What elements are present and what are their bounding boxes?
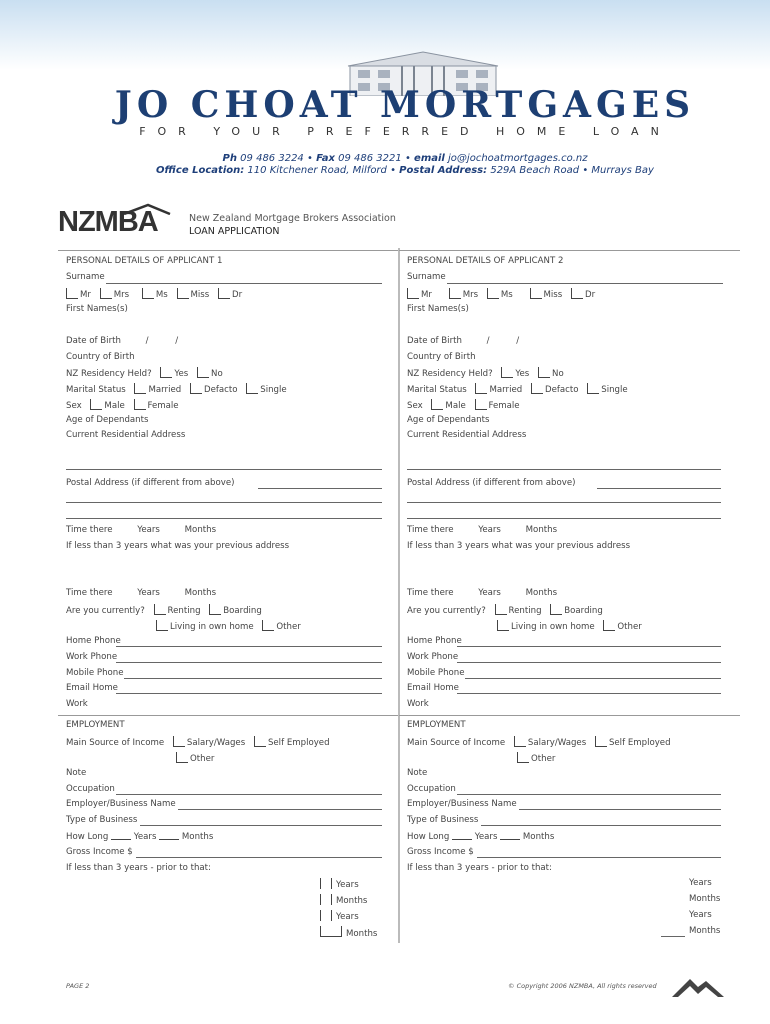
miss-label-2: Miss bbox=[543, 290, 563, 300]
sex-row bbox=[66, 399, 179, 411]
prior-bracket-3[interactable] bbox=[320, 910, 321, 921]
email-address: jo@jochoatmortgages.co.nz bbox=[448, 153, 588, 164]
contact-line-2: Office Location: 110 Kitchener Road, Milford • Postal Address: 529A Beach Road • Murrays Bay bbox=[156, 165, 654, 176]
self-employed-label: Self Employed bbox=[267, 738, 330, 748]
surname-label: Surname bbox=[66, 272, 105, 282]
how-long-months-field[interactable] bbox=[159, 831, 179, 840]
boarding-checkbox-2[interactable] bbox=[550, 604, 562, 615]
postal-address-label-2: Postal Address (if different from above) bbox=[407, 478, 576, 488]
brand-tagline: FOR YOUR PREFERRED HOME LOAN bbox=[139, 125, 671, 138]
how-long-years-field[interactable] bbox=[111, 831, 131, 840]
dob-label: Date of Birth bbox=[66, 336, 121, 346]
prior-months-label-1: Months bbox=[336, 896, 368, 906]
occupation-field[interactable] bbox=[116, 794, 382, 795]
prev-time-there-row-2 bbox=[407, 588, 557, 598]
how-long-row bbox=[66, 831, 213, 842]
gross-income-label-2: Gross Income $ bbox=[407, 847, 474, 857]
mr-label-2: Mr bbox=[421, 290, 432, 300]
marital-row bbox=[66, 383, 287, 395]
surname-label-2: Surname bbox=[407, 272, 446, 282]
email-label: email bbox=[414, 153, 445, 164]
business-type-label-2: Type of Business bbox=[407, 815, 479, 825]
currently-label-2: Are you currently? bbox=[407, 606, 486, 616]
other-residence-label: Other bbox=[276, 622, 301, 632]
renting-label-2: Renting bbox=[508, 606, 542, 616]
nzmba-roof-icon bbox=[122, 203, 172, 215]
miss-label: Miss bbox=[190, 290, 210, 300]
prior-bracket-3b bbox=[331, 910, 332, 921]
mr-label: Mr bbox=[80, 290, 91, 300]
home-phone-label-2: Home Phone bbox=[407, 636, 462, 646]
phone-label: Ph bbox=[222, 153, 237, 164]
business-type-field[interactable] bbox=[140, 825, 382, 826]
current-address-field[interactable] bbox=[66, 469, 382, 470]
own-home-label: Living in own home bbox=[170, 622, 254, 632]
country-label-2: Country of Birth bbox=[407, 352, 476, 362]
married-label-2: Married bbox=[489, 385, 523, 395]
current-address-field-2[interactable] bbox=[407, 469, 721, 470]
mrs-label: Mrs bbox=[113, 290, 130, 300]
dob-row bbox=[66, 336, 178, 346]
ms-label: Ms bbox=[155, 290, 168, 300]
self-employed-label-2: Self Employed bbox=[608, 738, 671, 748]
years-label: Years bbox=[137, 525, 160, 535]
single-checkbox[interactable] bbox=[246, 383, 258, 394]
other-residence-label-2: Other bbox=[617, 622, 642, 632]
applicant-2-heading: PERSONAL DETAILS OF APPLICANT 2 bbox=[407, 256, 564, 266]
sex-label: Sex bbox=[66, 401, 82, 411]
renting-checkbox-2[interactable] bbox=[495, 604, 507, 615]
defacto-checkbox-2[interactable] bbox=[531, 383, 543, 394]
dob-row-2 bbox=[407, 336, 519, 346]
months-label: Months bbox=[184, 525, 217, 535]
country-label: Country of Birth bbox=[66, 352, 135, 362]
renting-checkbox[interactable] bbox=[154, 604, 166, 615]
residency-yes-label-2: Yes bbox=[515, 369, 530, 379]
residency-row bbox=[66, 367, 223, 379]
dependants-label: Age of Dependants bbox=[66, 415, 149, 425]
prior-months-1-r: Months bbox=[689, 894, 721, 904]
dob-slash-1-2: / bbox=[486, 336, 490, 346]
residency-no-label: No bbox=[211, 369, 223, 379]
employer-label-2: Employer/Business Name bbox=[407, 799, 517, 809]
residency-label-2: NZ Residency Held? bbox=[407, 369, 493, 379]
surname-field[interactable] bbox=[106, 283, 382, 284]
section-top-rule-2 bbox=[399, 250, 740, 251]
prior-months-1 bbox=[320, 894, 367, 906]
how-long-months-field-2[interactable] bbox=[500, 831, 520, 840]
renting-label: Renting bbox=[167, 606, 201, 616]
office-address: 110 Kitchener Road, Milford bbox=[247, 165, 387, 176]
email-home-field[interactable] bbox=[116, 693, 382, 694]
other-income-checkbox[interactable] bbox=[176, 752, 188, 763]
fax-number: 09 486 3221 bbox=[338, 153, 402, 164]
association-name: New Zealand Mortgage Brokers Association bbox=[189, 213, 396, 224]
prior-years-1 bbox=[320, 878, 359, 890]
other-income-label: Other bbox=[190, 754, 215, 764]
female-label-2: Female bbox=[488, 401, 520, 411]
dr-checkbox-2[interactable] bbox=[571, 288, 583, 299]
ms-label-2: Ms bbox=[500, 290, 513, 300]
residency-label: NZ Residency Held? bbox=[66, 369, 152, 379]
male-checkbox[interactable] bbox=[90, 399, 102, 410]
years-label-2: Years bbox=[478, 525, 501, 535]
prior-label: If less than 3 years - prior to that: bbox=[66, 863, 211, 873]
other-residence-checkbox-2[interactable] bbox=[603, 620, 615, 631]
mrs-checkbox[interactable] bbox=[100, 288, 112, 299]
mr-checkbox-2[interactable] bbox=[407, 288, 419, 299]
income-source-label-2: Main Source of Income bbox=[407, 738, 506, 748]
applicant-2-column bbox=[398, 248, 740, 943]
employer-field-2[interactable] bbox=[519, 809, 721, 810]
other-income-checkbox-2[interactable] bbox=[517, 752, 529, 763]
work-phone-field-2[interactable] bbox=[457, 662, 721, 663]
currently-row bbox=[66, 604, 262, 616]
prev-time-there-label: Time there bbox=[66, 588, 113, 598]
dr-label-2: Dr bbox=[585, 290, 596, 300]
occupation-label-2: Occupation bbox=[407, 784, 456, 794]
first-names-label: First Names(s) bbox=[66, 304, 128, 314]
contact-line-1: Ph 09 486 3224 • Fax 09 486 3221 • email jo@jochoatmortgages.co.nz bbox=[222, 153, 588, 164]
single-checkbox-2[interactable] bbox=[587, 383, 599, 394]
postal-suburb: Murrays Bay bbox=[591, 165, 654, 176]
prior-years-2 bbox=[320, 910, 359, 922]
prior-bracket-1b bbox=[331, 878, 332, 889]
dob-slash-2: / bbox=[175, 336, 179, 346]
note-label-2: Note bbox=[407, 768, 428, 778]
email-home-field-2[interactable] bbox=[457, 693, 721, 694]
own-home-row-2 bbox=[491, 620, 642, 632]
other-income-label-2: Other bbox=[531, 754, 556, 764]
postal-address-label: Postal Address (if different from above) bbox=[66, 478, 235, 488]
work-email-label-2: Work bbox=[407, 699, 429, 709]
time-there-row bbox=[66, 525, 216, 535]
prior-months-2 bbox=[320, 926, 377, 939]
nzmba-logo-prefix: NZ bbox=[58, 206, 95, 238]
employment-top-rule-2 bbox=[399, 715, 740, 716]
phone-number: 09 486 3224 bbox=[240, 153, 304, 164]
own-home-checkbox-2[interactable] bbox=[497, 620, 509, 631]
sex-label-2: Sex bbox=[407, 401, 423, 411]
gross-income-field-2[interactable] bbox=[477, 857, 721, 858]
mrs-label-2: Mrs bbox=[462, 290, 479, 300]
salary-checkbox[interactable] bbox=[173, 736, 185, 747]
postal-label: Postal Address: bbox=[399, 165, 488, 176]
nzmba-logo-suffix: MBA bbox=[94, 206, 158, 238]
defacto-checkbox[interactable] bbox=[190, 383, 202, 394]
residency-row-2 bbox=[407, 367, 564, 379]
time-there-row-2 bbox=[407, 525, 557, 535]
note-label: Note bbox=[66, 768, 87, 778]
postal-address-field-3-2[interactable] bbox=[407, 518, 721, 519]
surname-field-2[interactable] bbox=[447, 283, 723, 284]
employment-heading-2: EMPLOYMENT bbox=[407, 720, 466, 730]
prev-time-there-label-2: Time there bbox=[407, 588, 454, 598]
self-employed-checkbox-2[interactable] bbox=[595, 736, 607, 747]
male-label: Male bbox=[104, 401, 125, 411]
prior-bracket-4[interactable] bbox=[320, 926, 342, 937]
time-there-label-2: Time there bbox=[407, 525, 454, 535]
prior-label-2: If less than 3 years - prior to that: bbox=[407, 863, 552, 873]
prior-bracket-1[interactable] bbox=[320, 878, 321, 889]
marital-row-2 bbox=[407, 383, 628, 395]
business-type-field-2[interactable] bbox=[481, 825, 721, 826]
how-long-years-label: Years bbox=[133, 832, 157, 842]
business-type-label: Type of Business bbox=[66, 815, 138, 825]
how-long-months-label: Months bbox=[181, 832, 214, 842]
male-checkbox-2[interactable] bbox=[431, 399, 443, 410]
dob-slash-1: / bbox=[145, 336, 149, 346]
months-label-2: Months bbox=[525, 525, 558, 535]
residency-no-label-2: No bbox=[552, 369, 564, 379]
mobile-field-2[interactable] bbox=[465, 678, 721, 679]
own-home-checkbox[interactable] bbox=[156, 620, 168, 631]
work-phone-label-2: Work Phone bbox=[407, 652, 459, 662]
female-checkbox-2[interactable] bbox=[475, 399, 487, 410]
gross-income-label: Gross Income $ bbox=[66, 847, 133, 857]
occupation-field-2[interactable] bbox=[457, 794, 721, 795]
how-long-label-2: How Long bbox=[407, 832, 450, 842]
employer-label: Employer/Business Name bbox=[66, 799, 176, 809]
prior-months-2-field-r[interactable] bbox=[661, 936, 685, 937]
income-source-row bbox=[66, 736, 330, 748]
title-options-2 bbox=[401, 288, 595, 300]
mobile-label: Mobile Phone bbox=[66, 668, 124, 678]
single-label-2: Single bbox=[601, 385, 628, 395]
married-label: Married bbox=[148, 385, 182, 395]
own-home-label-2: Living in own home bbox=[511, 622, 595, 632]
nzmba-mountain-logo bbox=[672, 975, 724, 999]
form-title: LOAN APPLICATION bbox=[189, 226, 280, 237]
ms-checkbox[interactable] bbox=[142, 288, 154, 299]
prior-years-label-1: Years bbox=[336, 880, 359, 890]
other-income-row bbox=[170, 752, 214, 764]
email-home-label: Email Home bbox=[66, 683, 118, 693]
postal-address: 529A Beach Road bbox=[490, 165, 580, 176]
ms-checkbox-2[interactable] bbox=[487, 288, 499, 299]
section-top-rule bbox=[58, 250, 399, 251]
prev-years-label: Years bbox=[137, 588, 160, 598]
prior-years-1-r: Years bbox=[689, 878, 712, 888]
prior-months-2-r: Months bbox=[689, 926, 721, 936]
prior-bracket-2[interactable] bbox=[320, 894, 321, 905]
work-phone-label: Work Phone bbox=[66, 652, 118, 662]
prev-years-label-2: Years bbox=[478, 588, 501, 598]
prev-time-there-row bbox=[66, 588, 216, 598]
applicant-1-heading: PERSONAL DETAILS OF APPLICANT 1 bbox=[66, 256, 223, 266]
other-residence-checkbox[interactable] bbox=[262, 620, 274, 631]
time-there-label: Time there bbox=[66, 525, 113, 535]
income-source-row-2 bbox=[407, 736, 671, 748]
marital-label-2: Marital Status bbox=[407, 385, 467, 395]
employment-top-rule bbox=[58, 715, 399, 716]
current-address-label: Current Residential Address bbox=[66, 430, 186, 440]
work-phone-field[interactable] bbox=[116, 662, 382, 663]
page-number: PAGE 2 bbox=[66, 982, 90, 990]
other-income-row-2 bbox=[511, 752, 555, 764]
boarding-label: Boarding bbox=[223, 606, 262, 616]
currently-row-2 bbox=[407, 604, 603, 616]
residency-yes-checkbox[interactable] bbox=[160, 367, 172, 378]
postal-address-field-2-2[interactable] bbox=[407, 502, 721, 503]
prior-months-label-2: Months bbox=[346, 929, 378, 939]
mr-checkbox[interactable] bbox=[66, 288, 78, 299]
married-checkbox[interactable] bbox=[134, 383, 146, 394]
how-long-label: How Long bbox=[66, 832, 109, 842]
employer-field[interactable] bbox=[178, 809, 382, 810]
home-phone-field[interactable] bbox=[116, 646, 382, 647]
postal-address-field-2[interactable] bbox=[66, 502, 382, 503]
postal-address-field-1[interactable] bbox=[258, 488, 382, 489]
male-label-2: Male bbox=[445, 401, 466, 411]
residency-no-checkbox-2[interactable] bbox=[538, 367, 550, 378]
defacto-label: Defacto bbox=[203, 385, 238, 395]
how-long-years-field-2[interactable] bbox=[452, 831, 472, 840]
defacto-label-2: Defacto bbox=[544, 385, 579, 395]
mobile-field[interactable] bbox=[124, 678, 382, 679]
salary-checkbox-2[interactable] bbox=[514, 736, 526, 747]
title-options bbox=[60, 288, 242, 300]
how-long-row-2 bbox=[407, 831, 554, 842]
how-long-months-label-2: Months bbox=[522, 832, 555, 842]
copyright: © Copyright 2006 NZMBA, All rights reserved bbox=[508, 982, 657, 990]
gross-income-field[interactable] bbox=[136, 857, 382, 858]
prev-months-label-2: Months bbox=[525, 588, 558, 598]
married-checkbox-2[interactable] bbox=[475, 383, 487, 394]
prev-months-label: Months bbox=[184, 588, 217, 598]
miss-checkbox-2[interactable] bbox=[530, 288, 542, 299]
postal-address-field-1-2[interactable] bbox=[597, 488, 721, 489]
prior-bracket-2b bbox=[331, 894, 332, 905]
home-phone-field-2[interactable] bbox=[457, 646, 721, 647]
female-checkbox[interactable] bbox=[134, 399, 146, 410]
residency-yes-label: Yes bbox=[174, 369, 189, 379]
brand-title: JO CHOAT MORTGAGES bbox=[114, 84, 696, 126]
mrs-checkbox-2[interactable] bbox=[449, 288, 461, 299]
salary-label-2: Salary/Wages bbox=[527, 738, 587, 748]
office-label: Office Location: bbox=[156, 165, 245, 176]
prior-years-2-r: Years bbox=[689, 910, 712, 920]
marital-label: Marital Status bbox=[66, 385, 126, 395]
prior-years-label-2: Years bbox=[336, 912, 359, 922]
dob-slash-2-2: / bbox=[516, 336, 520, 346]
how-long-years-label-2: Years bbox=[474, 832, 498, 842]
prev-address-label-2: If less than 3 years what was your previous address bbox=[407, 541, 631, 551]
sex-row-2 bbox=[407, 399, 520, 411]
female-label: Female bbox=[147, 401, 179, 411]
home-phone-label: Home Phone bbox=[66, 636, 121, 646]
single-label: Single bbox=[260, 385, 287, 395]
employment-heading: EMPLOYMENT bbox=[66, 720, 125, 730]
currently-label: Are you currently? bbox=[66, 606, 145, 616]
prev-address-label: If less than 3 years what was your previous address bbox=[66, 541, 290, 551]
residency-yes-checkbox-2[interactable] bbox=[501, 367, 513, 378]
current-address-label-2: Current Residential Address bbox=[407, 430, 527, 440]
mobile-label-2: Mobile Phone bbox=[407, 668, 465, 678]
dr-checkbox[interactable] bbox=[218, 288, 230, 299]
applicant-1-column bbox=[58, 248, 400, 943]
own-home-row bbox=[150, 620, 301, 632]
residency-no-checkbox[interactable] bbox=[197, 367, 209, 378]
fax-label: Fax bbox=[316, 153, 335, 164]
first-names-label-2: First Names(s) bbox=[407, 304, 469, 314]
boarding-checkbox[interactable] bbox=[209, 604, 221, 615]
work-email-label: Work bbox=[66, 699, 88, 709]
occupation-label: Occupation bbox=[66, 784, 115, 794]
dependants-label-2: Age of Dependants bbox=[407, 415, 490, 425]
boarding-label-2: Boarding bbox=[564, 606, 603, 616]
miss-checkbox[interactable] bbox=[177, 288, 189, 299]
salary-label: Salary/Wages bbox=[186, 738, 246, 748]
income-source-label: Main Source of Income bbox=[66, 738, 165, 748]
self-employed-checkbox[interactable] bbox=[254, 736, 266, 747]
email-home-label-2: Email Home bbox=[407, 683, 459, 693]
dob-label-2: Date of Birth bbox=[407, 336, 462, 346]
postal-address-field-3[interactable] bbox=[66, 518, 382, 519]
dr-label: Dr bbox=[232, 290, 243, 300]
